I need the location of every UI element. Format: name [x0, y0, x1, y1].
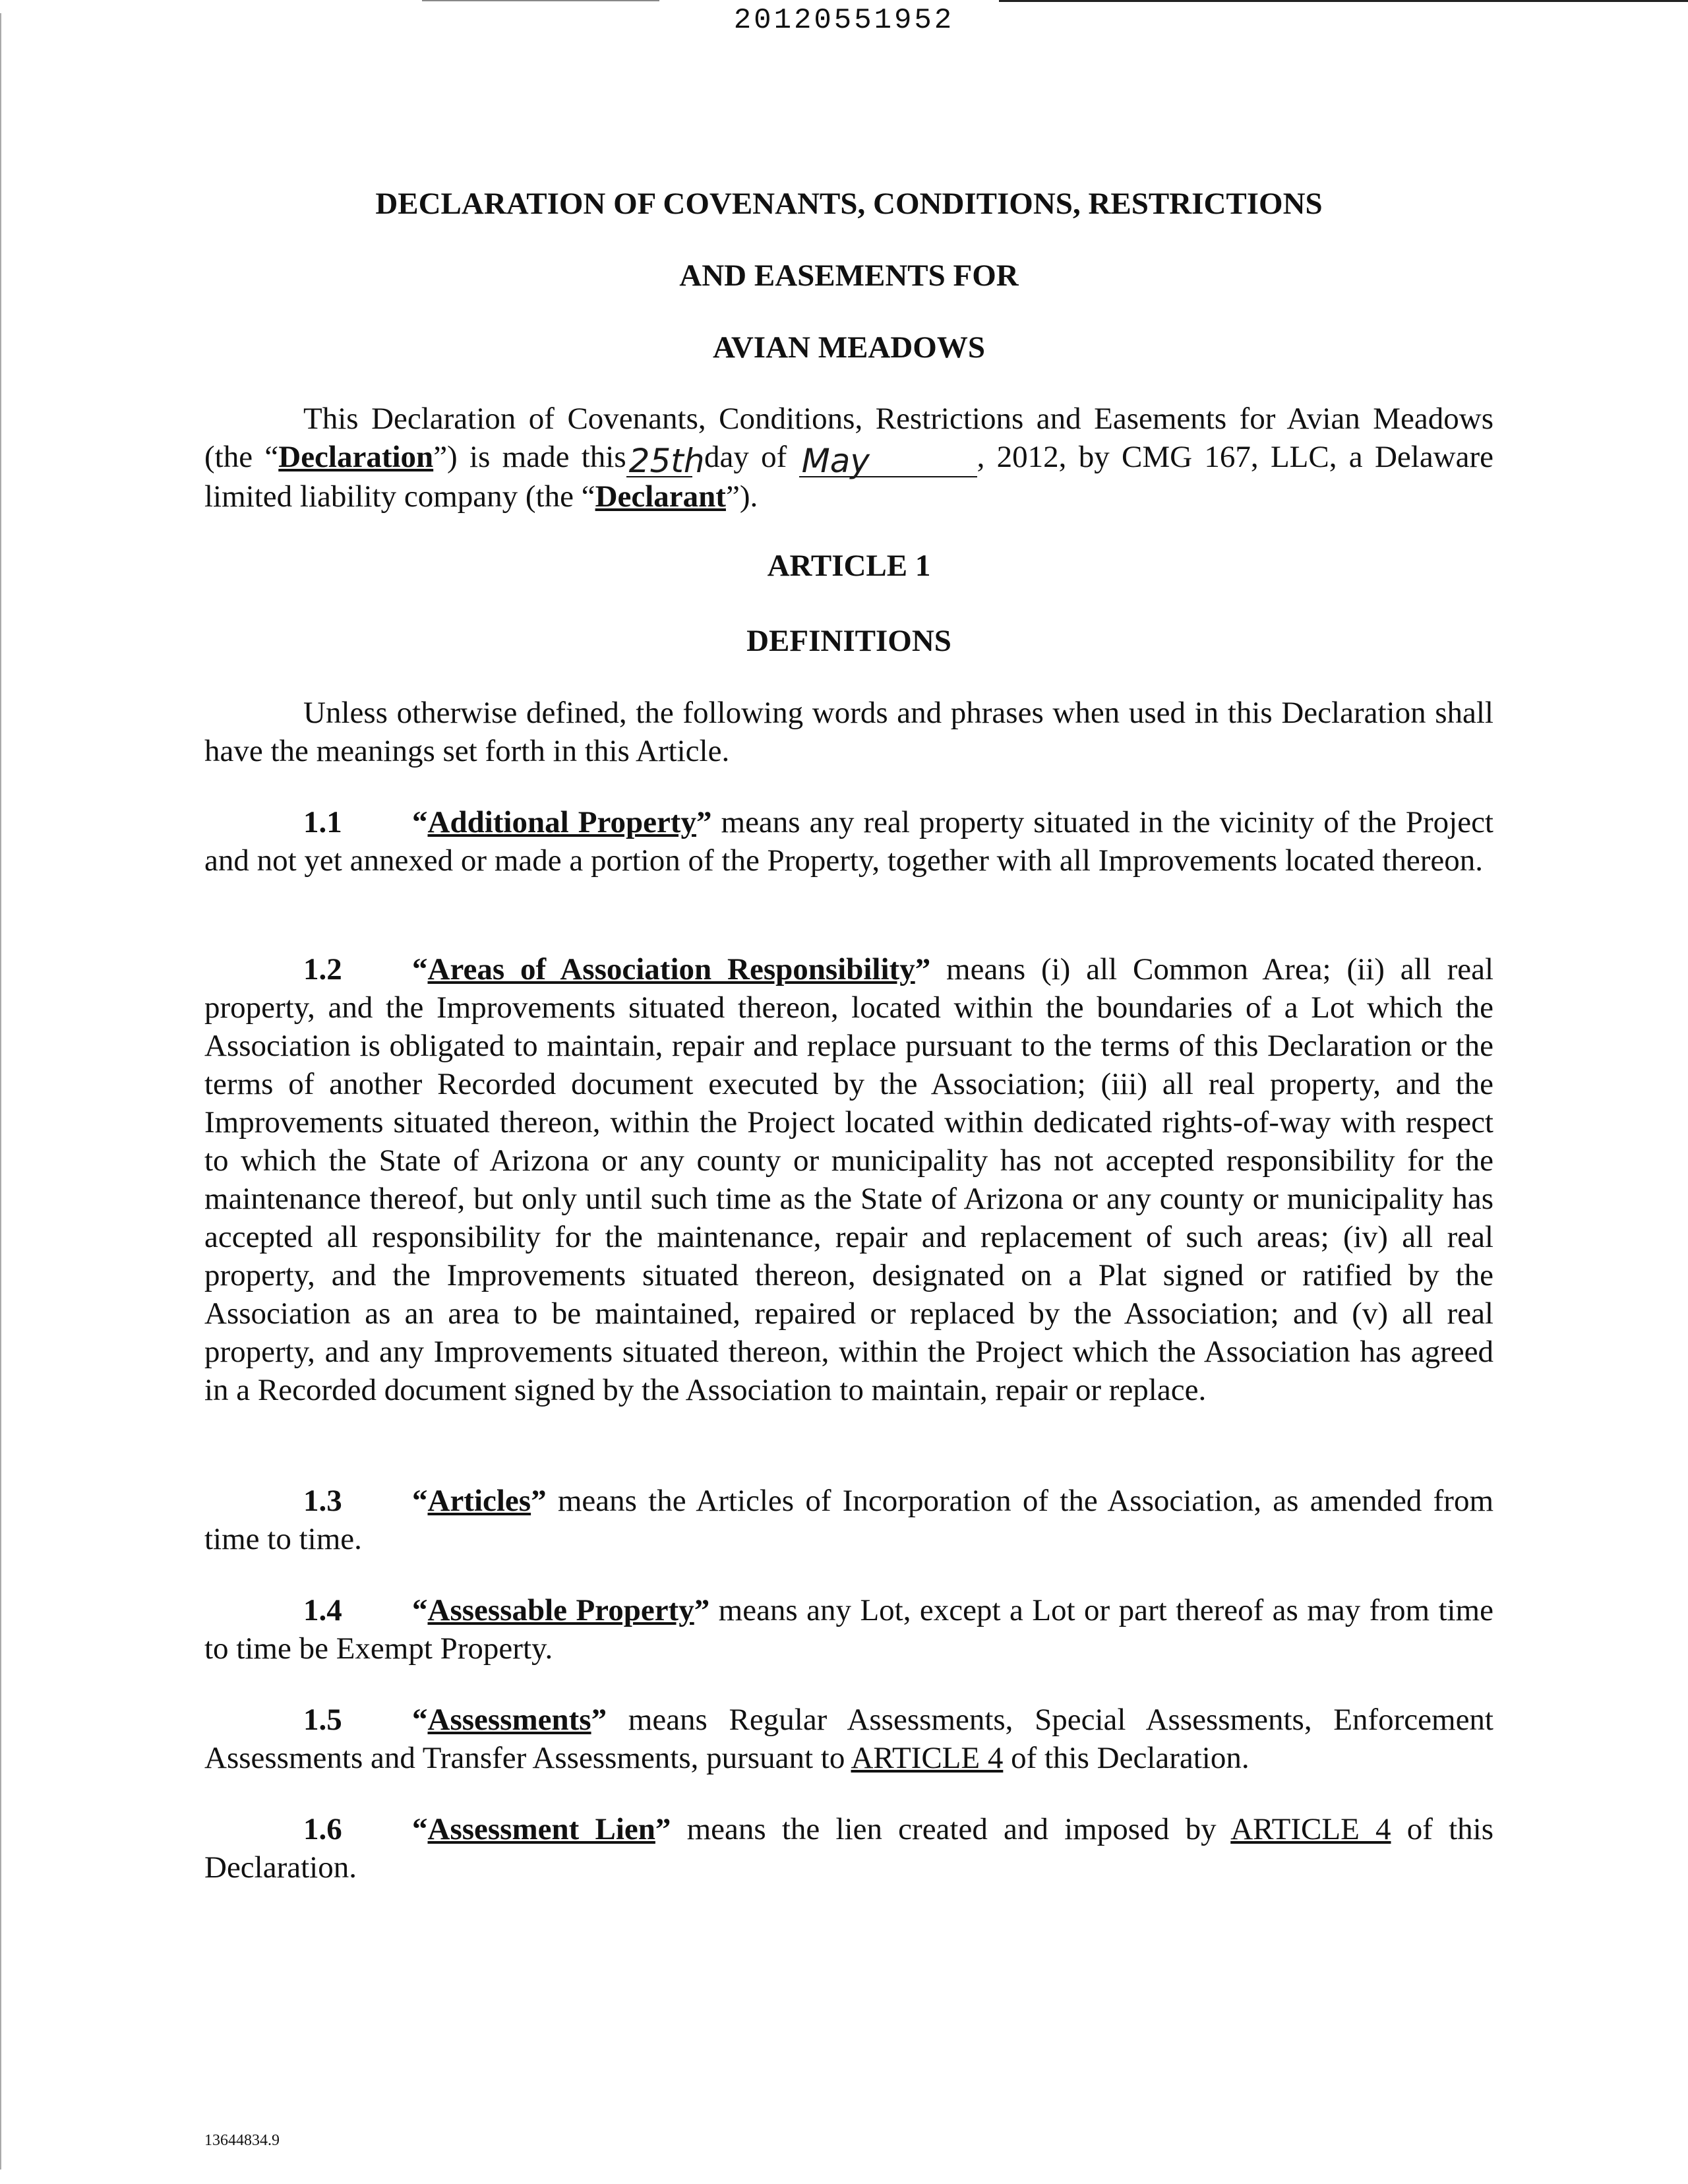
intro-text-d: , 2012, by CMG 167, LLC, a Delaware limited liability company (the “	[204, 440, 1493, 514]
intro-text-e: ”).	[725, 479, 758, 514]
article-4-reference: ARTICLE 4	[1230, 1812, 1391, 1846]
intro-text-a: This Declaration of Covenants, Conditions, Restrictions and Easements for Avian Meadows (the “	[204, 402, 1493, 474]
article-heading: DEFINITIONS	[746, 624, 951, 658]
recording-number: 20120551952	[733, 4, 955, 37]
term-declaration: Declaration	[278, 440, 434, 474]
handwritten-day: 25th	[628, 442, 705, 480]
title-line-3: AVIAN MEADOWS	[712, 330, 986, 365]
definition-1-1: 1.1 “Additional Property” means any real property situated in the vicinity of the Project and not yet annexed or made a portion of the Property, together with all Improvements located thereon.	[204, 803, 1493, 880]
definition-1-6: 1.6 “Assessment Lien” means the lien created and imposed by ARTICLE 4 of this Declaration.	[204, 1810, 1493, 1887]
definition-term: Assessment Lien	[427, 1812, 655, 1846]
definition-text: means any real property situated in the vicinity of the Project and not yet annexed or made a portion of the Property, together with all Improvements located thereon.	[204, 805, 1493, 878]
intro-paragraph	[204, 400, 1493, 516]
definition-number: 1.2	[303, 952, 342, 986]
intro-text-b: ”) is made this	[433, 440, 626, 474]
article-intro: Unless otherwise defined, the following words and phrases when used in this Declaration shall have the meanings set forth in this Article.	[204, 696, 1493, 768]
definition-term: Areas of Association Responsibility	[427, 952, 915, 986]
title-line-2: AND EASEMENTS FOR	[679, 258, 1019, 293]
definition-term: Additional Property	[427, 805, 696, 839]
article-4-reference: ARTICLE 4	[851, 1741, 1004, 1775]
handwritten-month: May	[801, 442, 870, 480]
definition-1-2: 1.2 “Areas of Association Responsibility” means (i) all Common Area; (ii) all real property, and the Improvements situated thereon, located within the boundaries of a Lot which the Association is obligated to maintain, repair and replace pursuant to the terms of this Declaration or the terms of another Recorded document executed by the Association; (iii) all real property, and the Improvements situated thereon, within the Project located within dedicated rights-of-way with respect to which the State of Arizona or any county or municipality has not accepted responsibility for the maintenance thereof, but only until such time as the State of Arizona or any county or municipality has accepted all responsibility for the maintenance, repair and replacement of such areas; (iv) all real property, and the Improvements situated thereon, designated on a Plat signed or ratified by the Association as an area to be maintained, repaired or replaced by the Association; and (v) all real property, and any Improvements situated thereon, within the Project which the Association has agreed in a Recorded document signed by the Association to maintain, repair or replace.	[204, 950, 1493, 1409]
definition-text: means (i) all Common Area; (ii) all real property, and the Improvements situated thereon, located within the boundaries of a Lot which the Association is obligated to maintain, repair and replace pursuant to the terms of this Declaration or the terms of another Recorded document executed by the Association; (iii) all real property, and the Improvements situated thereon, within the Project located within dedicated rights-of-way with respect to which the State of Arizona or any county or municipality has not accepted responsibility for the maintenance thereof, but only until such time as the State of Arizona or any county or municipality has accepted all responsibility for the maintenance, repair and replacement of such areas; (iv) all real property, and the Improvements situated thereon, designated on a Plat signed or ratified by the Association as an area to be maintained, repaired or replaced by the Association; and (v) all real property, and any Improvements situated thereon, within the Project which the Association has agreed in a Recorded document signed by the Association to maintain, repair or replace.	[204, 952, 1494, 1407]
definition-term: Assessments	[427, 1703, 591, 1737]
scan-left-edge	[0, 13, 1, 2169]
definition-1-4: 1.4 “Assessable Property” means any Lot, except a Lot or part thereof as may from time to time be Exempt Property.	[204, 1591, 1493, 1668]
term-declarant: Declarant	[595, 479, 726, 514]
definition-text: means the Articles of Incorporation of the Association, as amended from time to time.	[204, 1484, 1493, 1556]
definition-term: Assessable Property	[427, 1593, 694, 1627]
definition-number: 1.5	[303, 1703, 342, 1737]
definition-1-5: 1.5 “Assessments” means Regular Assessments, Special Assessments, Enforcement Assessments and Transfer Assessments, pursuant to ARTICLE 4 of this Declaration.	[204, 1701, 1493, 1777]
intro-text-c: day of	[692, 440, 799, 474]
definition-term: Articles	[427, 1484, 531, 1518]
title-line-1: DECLARATION OF COVENANTS, CONDITIONS, RESTRICTIONS	[375, 187, 1323, 221]
definition-number: 1.1	[303, 805, 342, 839]
month-blank	[799, 438, 977, 480]
article-number: ARTICLE 1	[767, 549, 931, 583]
footer-doc-id: 13644834.9	[204, 2132, 280, 2149]
definition-1-3: 1.3 “Articles” means the Articles of Incorporation of the Association, as amended from time to time.	[204, 1482, 1493, 1558]
definition-number: 1.4	[303, 1593, 342, 1627]
day-blank	[626, 438, 705, 480]
definition-number: 1.6	[303, 1812, 342, 1846]
definition-number: 1.3	[303, 1484, 342, 1518]
definition-text: means any Lot, except a Lot or part thereof as may from time to time be Exempt Property.	[204, 1593, 1493, 1666]
